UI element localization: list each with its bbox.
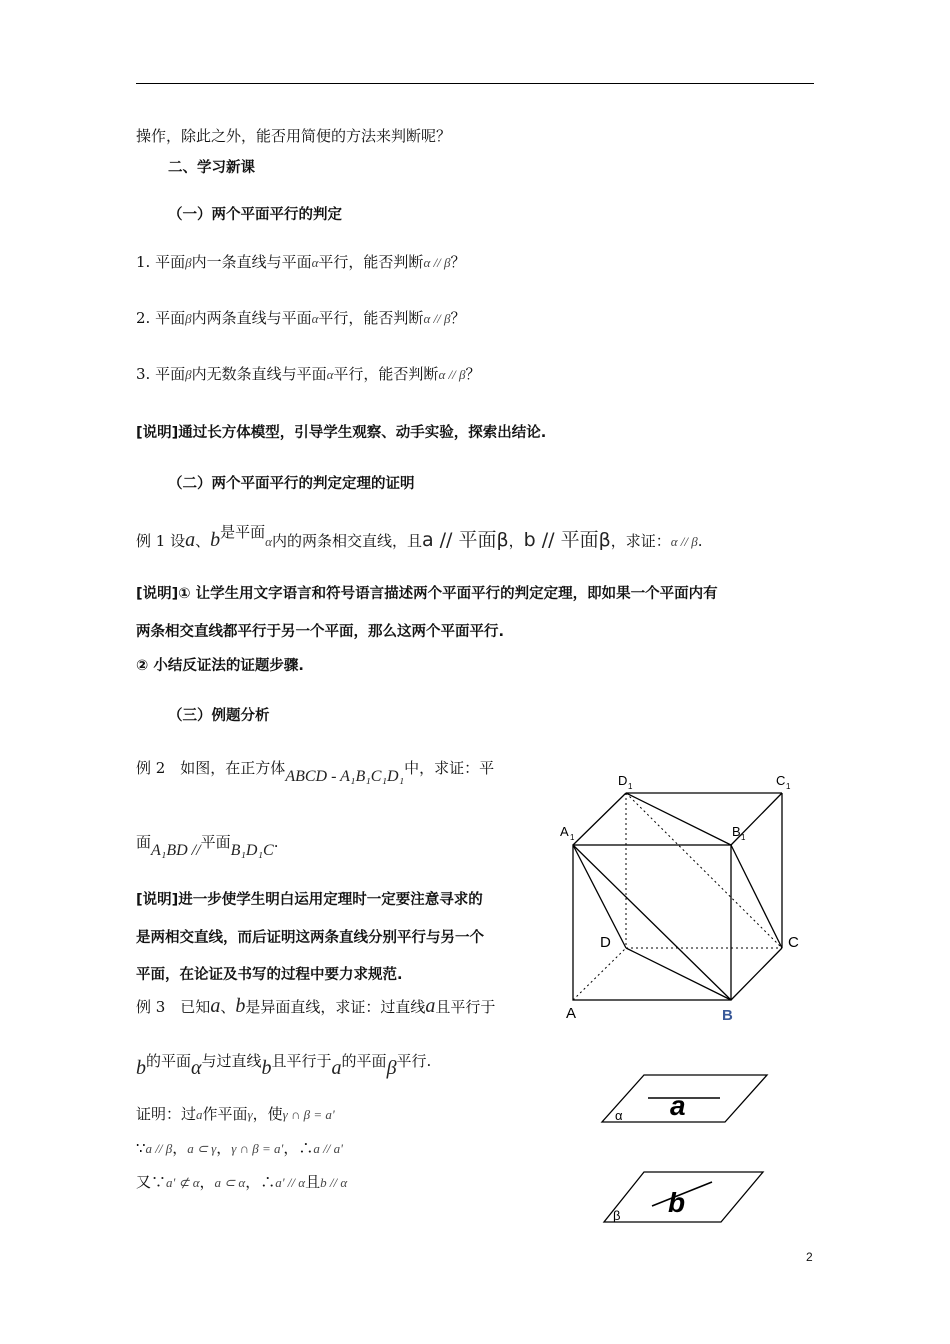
subsection-heading-3: （三）例题分析 — [168, 708, 270, 724]
section-heading: 二、学习新课 — [168, 160, 255, 176]
label-b1: B — [732, 824, 741, 839]
example-1: 例 1 设a、b是平面α内的两条相交直线，且a // 平面β，b // 平面β，求证：α // β. — [136, 523, 703, 551]
label-plane-beta: β — [613, 1208, 621, 1223]
cube-figure — [550, 760, 820, 1030]
label-c1-sub: 1 — [786, 782, 791, 791]
proof-line-1: 证明：过a作平面γ，使γ ∩ β = a' — [136, 1105, 335, 1123]
note-2-line-1: [说明]① 让学生用文字语言和符号语言描述两个平面平行的判定定理，即如果一个平面内有 — [136, 586, 718, 602]
label-a1-sub: 1 — [570, 833, 575, 842]
subsection-heading-2: （二）两个平面平行的判定定理的证明 — [168, 476, 415, 492]
plane-alpha-figure — [600, 1070, 780, 1130]
example-3-line-2: b的平面α与过直线b且平行于a的平面β平行. — [136, 1052, 432, 1079]
label-b1-sub: 1 — [741, 833, 746, 842]
label-line-a: a — [670, 1090, 686, 1121]
label-line-b: b — [668, 1187, 686, 1218]
example-2-line-1: 例 2 如图，在正方体ABCD - A₁B₁C₁D₁中，求证：平 — [136, 759, 495, 785]
note-1: [说明]通过长方体模型，引导学生观察、动手实验，探索出结论. — [136, 425, 547, 441]
proof-line-2: ∵a // β，a ⊂ γ，γ ∩ β = a'，∴a // a' — [136, 1139, 343, 1157]
label-a: A — [566, 1005, 577, 1022]
label-d: D — [600, 934, 611, 951]
page-number: 2 — [806, 1250, 813, 1264]
note-2-line-2: 两条相交直线都平行于另一个平面，那么这两个平面平行. — [136, 624, 505, 640]
question-2: 2. 平面β内两条直线与平面α平行，能否判断α // β？ — [136, 309, 466, 327]
subsection-heading-1: （一）两个平面平行的判定 — [168, 207, 342, 223]
note-2-line-3: ② 小结反证法的证题步骤. — [136, 658, 304, 674]
example-2-line-2: 面A₁BD //平面B₁D₁C. — [136, 833, 279, 859]
question-1: 1. 平面β内一条直线与平面α平行，能否判断α // β？ — [136, 253, 466, 271]
example-3-line-1: 例 3 已知a、b是异面直线，求证：过直线a且平行于 — [136, 995, 496, 1017]
label-c: C — [788, 934, 799, 951]
label-plane-alpha: α — [615, 1108, 623, 1123]
label-a1: A — [560, 824, 569, 839]
header-rule — [136, 83, 814, 84]
label-d1-sub: 1 — [628, 782, 633, 791]
question-3: 3. 平面β内无数条直线与平面α平行，能否判断α // β？ — [136, 365, 481, 383]
note-3-line-2: 是两相交直线，而后证明这两条直线分别平行与另一个 — [136, 930, 484, 946]
label-d1: D — [618, 773, 628, 788]
proof-line-3: 又∵a' ⊄ α，a ⊂ α，∴a' // α且b // α — [136, 1173, 348, 1191]
note-3-line-1: [说明]进一步使学生明白运用定理时一定要注意寻求的 — [136, 892, 483, 908]
label-b: B — [722, 1007, 733, 1024]
plane-beta-figure — [600, 1168, 780, 1228]
label-c1: C — [776, 773, 786, 788]
paragraph-continuation: 操作，除此之外，能否用简便的方法来判断呢？ — [136, 127, 452, 145]
note-3-line-3: 平面，在论证及书写的过程中要力求规范. — [136, 967, 403, 983]
